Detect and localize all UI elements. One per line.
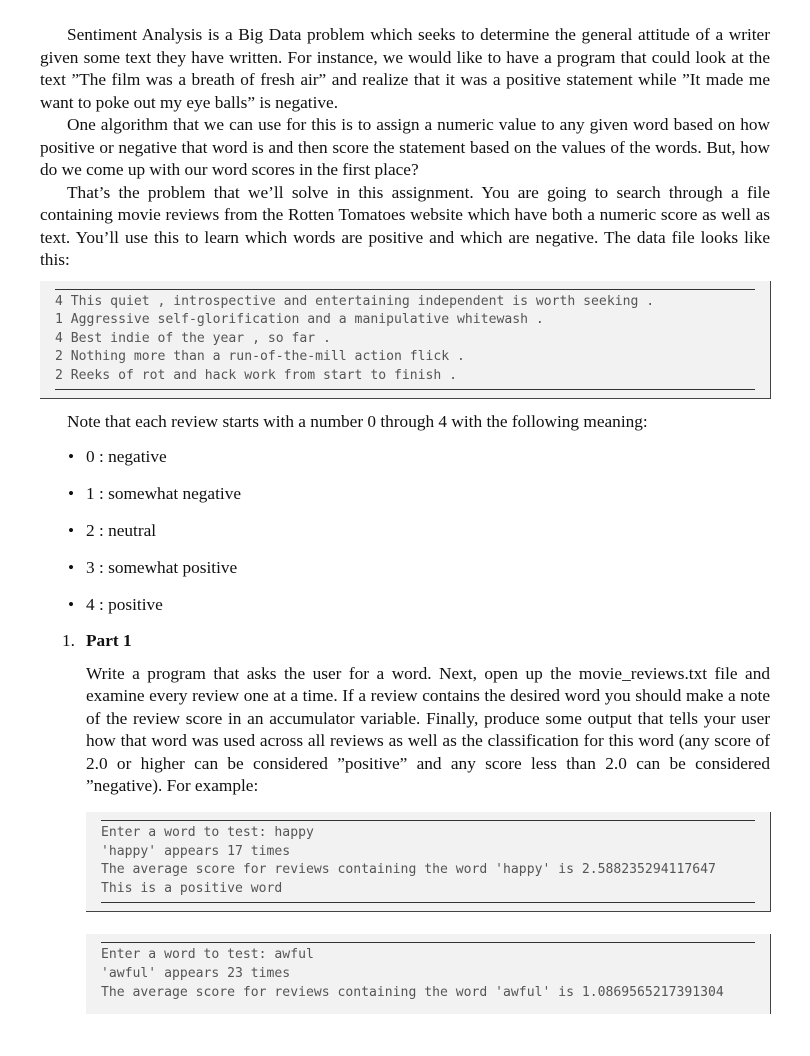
- assignment-paragraph: That’s the problem that we’ll solve in this assignment. You are going to search through a file containing movie reviews from the Rotten Tomatoes website which have both a numeric score as well as text. You’ll use this to learn which words are positive and which are negative. The data file looks like this:: [40, 182, 770, 269]
- list-item: [68, 520, 770, 543]
- score-label: neutral: [108, 521, 157, 541]
- score-meanings-list: [40, 446, 770, 617]
- example-awful-box: [86, 934, 771, 1014]
- code-rule-top: [101, 820, 755, 821]
- code-rule-top: [101, 942, 755, 943]
- bullet: •: [68, 446, 75, 466]
- list-item: [68, 483, 770, 506]
- code-line: 'happy' appears 17 times: [101, 843, 291, 859]
- data-file-sample-box: [40, 281, 771, 400]
- code-line: 2 Nothing more than a run-of-the-mill action flick .: [55, 349, 465, 365]
- code-line: 2 Reeks of rot and hack work from start to finish .: [55, 367, 458, 383]
- separator: :: [94, 446, 109, 466]
- list-item: [68, 594, 770, 617]
- score-label: somewhat negative: [108, 484, 242, 504]
- code-line: Enter a word to test: awful: [101, 947, 314, 963]
- algorithm-paragraph: One algorithm that we can use for this is to assign a numeric value to any given word based on how positive or negative that word is and then score the statement based on the values of the words. But, how do we come up with our word scores in the first place?: [40, 115, 770, 179]
- code-line: The average score for reviews containing the word 'awful' is 1.0869565217391304: [101, 984, 724, 1000]
- data-file-sample: [55, 293, 755, 386]
- part-number: 1.: [62, 631, 75, 651]
- part-1-instructions: Write a program that asks the user for a word. Next, open up the movie_reviews.txt file and examine every review one at a time. If a review contains the desired word you should make a note of the review score in an accumulator variable. Finally, produce some output that tells your user how that word was used across all reviews as well as the classification for this word (any score of 2.0 or higher can be considered ”positive” and any score less than 2.0 can be considered ”negative). For example:: [86, 663, 770, 796]
- code-line: 1 Aggressive self-glorification and a manipulative whitewash .: [55, 312, 544, 328]
- score-code: 4: [86, 595, 95, 615]
- score-code: 3: [86, 558, 95, 578]
- intro-paragraph: Sentiment Analysis is a Big Data problem which seeks to determine the general attitude of a writer given some text they have written. For instance, we would like to have a program that could look at the text ”The film was a breath of fresh air” and realize that it was a positive statement while ”It made me want to poke out my eye balls” is negative.: [40, 25, 770, 112]
- bullet: •: [68, 521, 75, 541]
- bullet: •: [68, 558, 75, 578]
- code-line: 4 This quiet , introspective and entertaining independent is worth seeking .: [55, 293, 655, 309]
- example-happy-output: [101, 824, 755, 898]
- score-code: 0: [86, 446, 95, 466]
- document-page: [40, 24, 770, 1014]
- part-title: Part 1: [86, 631, 132, 651]
- code-line: The average score for reviews containing the word 'happy' is 2.588235294117647: [101, 862, 716, 878]
- code-rule-bottom: [101, 902, 755, 903]
- separator: :: [94, 558, 109, 578]
- score-label: positive: [108, 595, 163, 615]
- bullet: •: [68, 484, 75, 504]
- score-code: 2: [86, 521, 95, 541]
- list-item: [68, 557, 770, 580]
- example-happy-box: [86, 812, 771, 912]
- code-line: Enter a word to test: happy: [101, 824, 314, 840]
- list-item: [68, 446, 770, 469]
- score-label: negative: [108, 446, 167, 466]
- code-rule-bottom: [55, 389, 755, 390]
- example-awful-output: [101, 946, 755, 1002]
- code-line: This is a positive word: [101, 880, 283, 896]
- separator: :: [94, 484, 109, 504]
- separator: :: [94, 521, 109, 541]
- score-meaning-note: Note that each review starts with a number 0 through 4 with the following meaning:: [67, 412, 648, 432]
- bullet: •: [68, 595, 75, 615]
- separator: :: [94, 595, 109, 615]
- code-line: 'awful' appears 23 times: [101, 965, 291, 981]
- code-rule-top: [55, 289, 755, 290]
- score-code: 1: [86, 484, 95, 504]
- part-1-section: [40, 630, 770, 1014]
- code-line: 4 Best indie of the year , so far .: [55, 330, 331, 346]
- score-label: somewhat positive: [108, 558, 238, 578]
